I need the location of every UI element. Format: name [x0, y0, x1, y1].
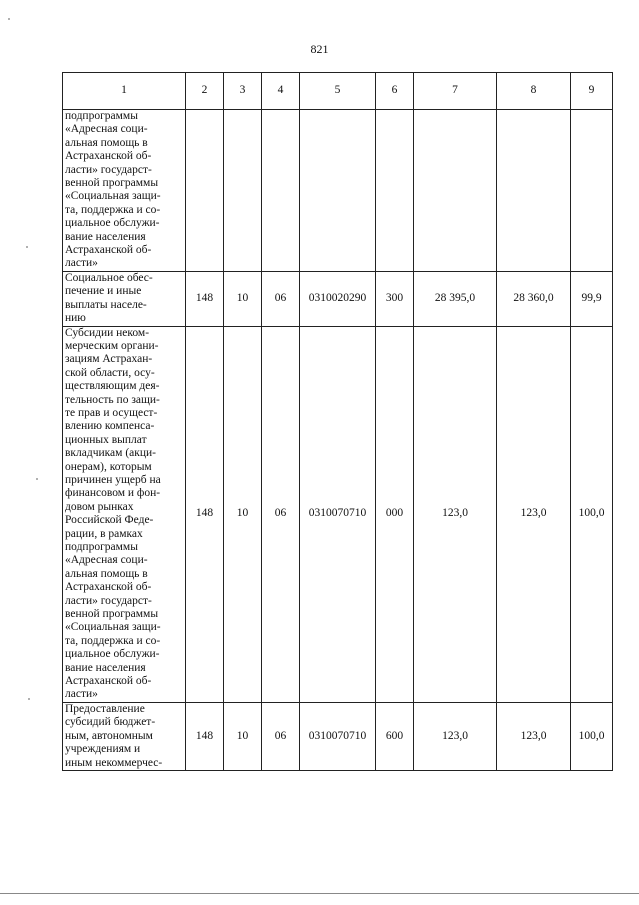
row-name-line: те прав и осущест-: [65, 406, 158, 419]
row-name-line: мерческим органи-: [65, 339, 159, 352]
scan-speck: [26, 246, 28, 248]
row-name-line: ществляющим дея-: [65, 380, 160, 393]
cell-subsection: 06: [262, 702, 300, 770]
row-name-line: Российской Феде-: [65, 514, 154, 527]
cell-percent: 99,9: [571, 271, 613, 326]
row-name-line: альная помощь в: [65, 567, 148, 580]
cell-target-article: 0310070710: [300, 702, 376, 770]
row-name-line: иным некоммерчес-: [65, 756, 163, 769]
row-name: [63, 110, 186, 272]
cell-target-article: 0310070710: [300, 326, 376, 702]
row-name-line: печение и иные: [65, 285, 142, 298]
row-name-line: ласти» государст-: [65, 594, 152, 607]
row-name-line: ласти» государст-: [65, 163, 152, 176]
row-name: [63, 271, 186, 326]
row-name-line: нию: [65, 312, 86, 325]
table-row: [63, 326, 613, 702]
row-name-line: циальное обслужи-: [65, 648, 160, 661]
row-name-line: ным, автономным: [65, 729, 153, 742]
row-name-line: рации, в рамках: [65, 527, 143, 540]
cell-expense-type: [376, 110, 414, 272]
row-name-line: венной программы: [65, 177, 159, 190]
scan-edge-line: [0, 893, 639, 894]
row-name-line: причинен ущерб на: [65, 473, 161, 486]
row-name-line: Субсидии неком-: [65, 326, 150, 339]
row-name-line: Астраханской об-: [65, 675, 152, 688]
cell-subsection: [262, 110, 300, 272]
row-name-line: онерам), которым: [65, 460, 152, 473]
cell-admin-code: 148: [186, 326, 224, 702]
row-name-line: ласти»: [65, 257, 98, 270]
cell-target-article: 0310020290: [300, 271, 376, 326]
row-name-line: довом рынках: [65, 500, 134, 513]
budget-table: [62, 72, 613, 771]
table-row: [63, 702, 613, 770]
cell-admin-code: 148: [186, 271, 224, 326]
row-name-line: ционных выплат: [65, 433, 147, 446]
cell-target-article: [300, 110, 376, 272]
cell-section: 10: [224, 702, 262, 770]
cell-section: 10: [224, 326, 262, 702]
row-name-line: зациям Астрахан-: [65, 353, 153, 366]
row-name: [63, 702, 186, 770]
row-name-line: влению компенса-: [65, 420, 155, 433]
row-name-line: Астраханской об-: [65, 244, 152, 257]
cell-planned: [414, 110, 497, 272]
page-number: 821: [310, 42, 329, 56]
col-header-4: 4: [262, 73, 300, 110]
cell-admin-code: [186, 110, 224, 272]
row-name-line: учреждениям и: [65, 743, 141, 756]
row-name-line: Астраханской об-: [65, 581, 152, 594]
col-header-6: 6: [376, 73, 414, 110]
cell-percent: [571, 110, 613, 272]
cell-planned: 123,0: [414, 326, 497, 702]
col-header-7: 7: [414, 73, 497, 110]
row-name-line: выплаты населе-: [65, 298, 147, 311]
row-name-line: циальное обслужи-: [65, 217, 160, 230]
cell-expense-type: 000: [376, 326, 414, 702]
cell-executed: [497, 110, 571, 272]
row-name-line: альная помощь в: [65, 136, 148, 149]
row-name-line: Астраханской об-: [65, 150, 152, 163]
row-name-line: финансовом и фон-: [65, 487, 161, 500]
cell-percent: 100,0: [571, 326, 613, 702]
row-name-line: та, поддержка и со-: [65, 634, 161, 647]
row-name-line: «Адресная соци-: [65, 554, 148, 567]
row-name-line: ласти»: [65, 688, 98, 701]
col-header-8: 8: [497, 73, 571, 110]
scan-speck: [36, 478, 38, 480]
cell-executed: 28 360,0: [497, 271, 571, 326]
cell-executed: 123,0: [497, 326, 571, 702]
row-name-line: венной программы: [65, 608, 159, 621]
row-name-line: ской области, осу-: [65, 366, 155, 379]
col-header-2: 2: [186, 73, 224, 110]
scan-speck: [8, 18, 10, 20]
row-name-line: вание населения: [65, 661, 146, 674]
cell-executed: 123,0: [497, 702, 571, 770]
cell-subsection: 06: [262, 271, 300, 326]
row-name-line: вкладчикам (акци-: [65, 447, 156, 460]
row-name-line: «Социальная защи-: [65, 621, 161, 634]
cell-expense-type: 600: [376, 702, 414, 770]
cell-percent: 100,0: [571, 702, 613, 770]
row-name-line: субсидий бюджет-: [65, 716, 156, 729]
row-name: [63, 326, 186, 702]
cell-subsection: 06: [262, 326, 300, 702]
table-row: [63, 271, 613, 326]
cell-section: 10: [224, 271, 262, 326]
cell-planned: 28 395,0: [414, 271, 497, 326]
row-name-line: «Социальная защи-: [65, 190, 161, 203]
cell-expense-type: 300: [376, 271, 414, 326]
row-name-line: вание населения: [65, 230, 146, 243]
cell-planned: 123,0: [414, 702, 497, 770]
col-header-9: 9: [571, 73, 613, 110]
cell-section: [224, 110, 262, 272]
row-name-line: подпрограммы: [65, 110, 138, 122]
row-name-line: Социальное обес-: [65, 271, 153, 284]
table-row: [63, 110, 613, 272]
row-name-line: подпрограммы: [65, 541, 138, 553]
scan-speck: [28, 698, 30, 700]
col-header-5: 5: [300, 73, 376, 110]
row-name-line: та, поддержка и со-: [65, 203, 161, 216]
header-row: [63, 73, 613, 110]
cell-admin-code: 148: [186, 702, 224, 770]
row-name-line: Предоставление: [65, 702, 145, 715]
row-name-line: тельность по защи-: [65, 393, 160, 406]
col-header-3: 3: [224, 73, 262, 110]
row-name-line: «Адресная соци-: [65, 123, 148, 136]
col-header-1: 1: [63, 73, 186, 110]
